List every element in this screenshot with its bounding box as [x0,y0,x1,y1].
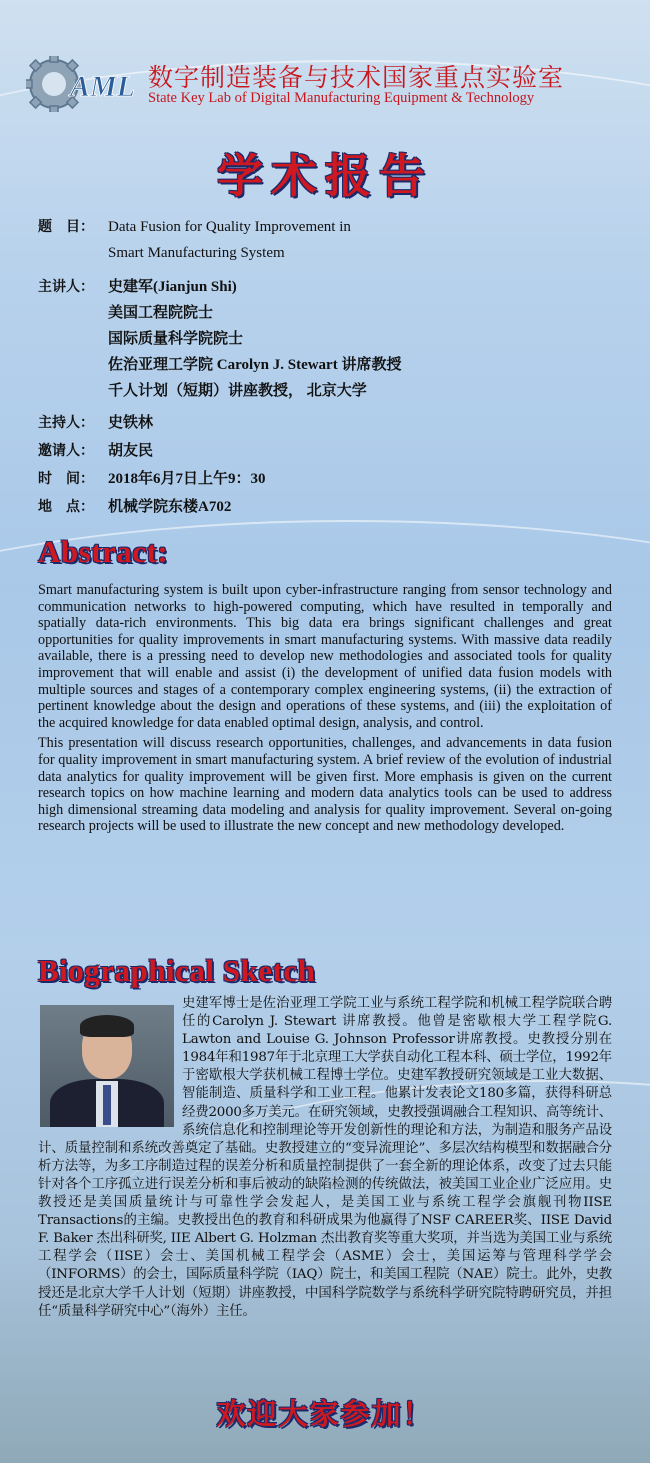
topic-row [38,214,618,240]
talk-info [38,214,618,520]
lab-header [26,56,626,116]
topic-row-2 [38,240,618,266]
topic-label: 题 目： [38,219,94,235]
lab-name-en: State Key Lab of Digital Manufacturing Equipment & Technology [148,90,535,106]
page-title: 学术报告 [217,149,433,203]
speaker-row [38,326,618,352]
host-name: 史铁林 [108,415,154,431]
speaker-line: 佐治亚理工学院 Carolyn J. Stewart 讲席教授 [108,357,402,373]
bio-section [38,995,612,1321]
speaker-line: 千人计划（短期）讲座教授， 北京大学 [108,383,367,399]
bio-heading: Biographical Sketch [38,953,316,988]
inviter-row [38,438,618,464]
logo-text: AML [70,70,136,103]
speaker-label: 主讲人： [38,279,94,295]
abstract-heading: Abstract: [38,534,169,569]
speaker-row [38,300,618,326]
inviter-name: 胡友民 [108,443,154,459]
place-value: 机械学院东楼A702 [108,499,232,515]
bio-text: 史建军博士是佐治亚理工学院工业与系统工程学院和机械工程学院联合聘任的Carolyn J. Stewart 讲席教授。他曾是密歇根大学工程学院G. Lawton and Louise G. Johnson Professor讲席教授。史教授分别在1984年和1987年于北京理工大学获自动化工程本科、硕士学位，1992年于密歇根大学获机械工程博士学位。史建军教授研究领域是工业大数据、智能制造、质量科学和工业工程。他累计发表论文180多篇，获得科研总经费2000多万美元。在研究领域，史教授强调融合工程知识、高等统计、系统信息化和控制理论等开发创新性的理论和方法，为制造和服务产品设计、质量控制和系统改善奠定了基础。史教授建立的“变异流理论”、多层次结构模型和数据融合分析方法等，为多工序制造过程的误差分析和质量控制提供了一套全新的理论体系，改变了过去只能针对各个工序孤立进行误差分析和事后被动的缺陷检测的传统做法，被美国工业企业广泛应用。史教授还是美国质量统计与可靠性学会发起人，是美国工业与系统工程学会旗舰刊物IISE Transactions的主编。史教授出色的教育和科研成果为他赢得了NSF CAREER奖、IISE David F. Baker 杰出科研奖, IIE Albert G. Holzman 杰出教育奖等重大奖项，并当选为美国工业与系统工程学会（IISE）会士、美国机械工程学会（ASME）会士，美国运筹与管理科学学会（INFORMS）的会士，国际质量科学院（IAQ）院士，和美国工程院（NAE）院士。此外，史教授还是北京大学千人计划（短期）讲座教授，中国科学院数学与系统科学研究院特聘研究员，并担任“质量科学研究中心”（海外）主任。 [38,996,612,1319]
time-label: 时 间： [38,471,94,487]
inviter-label: 邀请人： [38,443,94,459]
place-label: 地 点： [38,499,94,515]
welcome-banner: 欢迎大家参加！ [216,1397,434,1431]
speaker-line: 美国工程院院士 [108,305,214,321]
speaker-photo [40,1005,174,1127]
place-row [38,494,618,520]
topic-line1: Data Fusion for Quality Improvement in [108,219,351,235]
topic-line2: Smart Manufacturing System [108,245,285,261]
speaker-line: 史建军(Jianjun Shi) [108,279,237,295]
speaker-row [38,378,618,404]
abstract-paragraph-2: This presentation will discuss research opportunities, challenges, and advancements in data fusion for quality improvement in smart manufacturing system. A brief review of the evolution of industrial data analytics for quality improvement will be given first. More emphasis is given on the current research topics on how machine learning and modern data analytics tools can be used to address high dimensional streaming data modeling and analysis for quality improvement. Several on-going research projects will be used to illustrate the new concept and new methodology developed. [38,735,612,835]
time-value: 2018年6月7日上午9：30 [108,471,266,487]
speaker-row [38,352,618,378]
abstract-paragraph-1: Smart manufacturing system is built upon cyber-infrastructure ranging from sensor technology and communication networks to high-powered computing, which have resulted in temporally and spatially data-rich environments. This big data era brings significant challenges and great opportunities for quality improvements in smart manufacturing systems. With massive data readily available, there is a pressing need to develop new methodologies and associated tools for quality improvement that will enable and assist (i) the development of unified data fusion models with multiple sources and stages of a contemporary complex engineering systems, (ii) the extraction of pertinent knowledge about the design and operations of these systems, and (iii) the exploitation of the acquired knowledge for data enabled optimal design, analysis, and control. [38,582,612,731]
host-label: 主持人： [38,415,94,431]
speaker-line: 国际质量科学院院士 [108,331,244,347]
host-row [38,410,618,436]
lab-logo [26,56,138,112]
lab-name-cn: 数字制造装备与技术国家重点实验室 [148,63,565,92]
abstract-body [38,582,612,839]
speaker-row [38,274,618,300]
time-row [38,466,618,492]
